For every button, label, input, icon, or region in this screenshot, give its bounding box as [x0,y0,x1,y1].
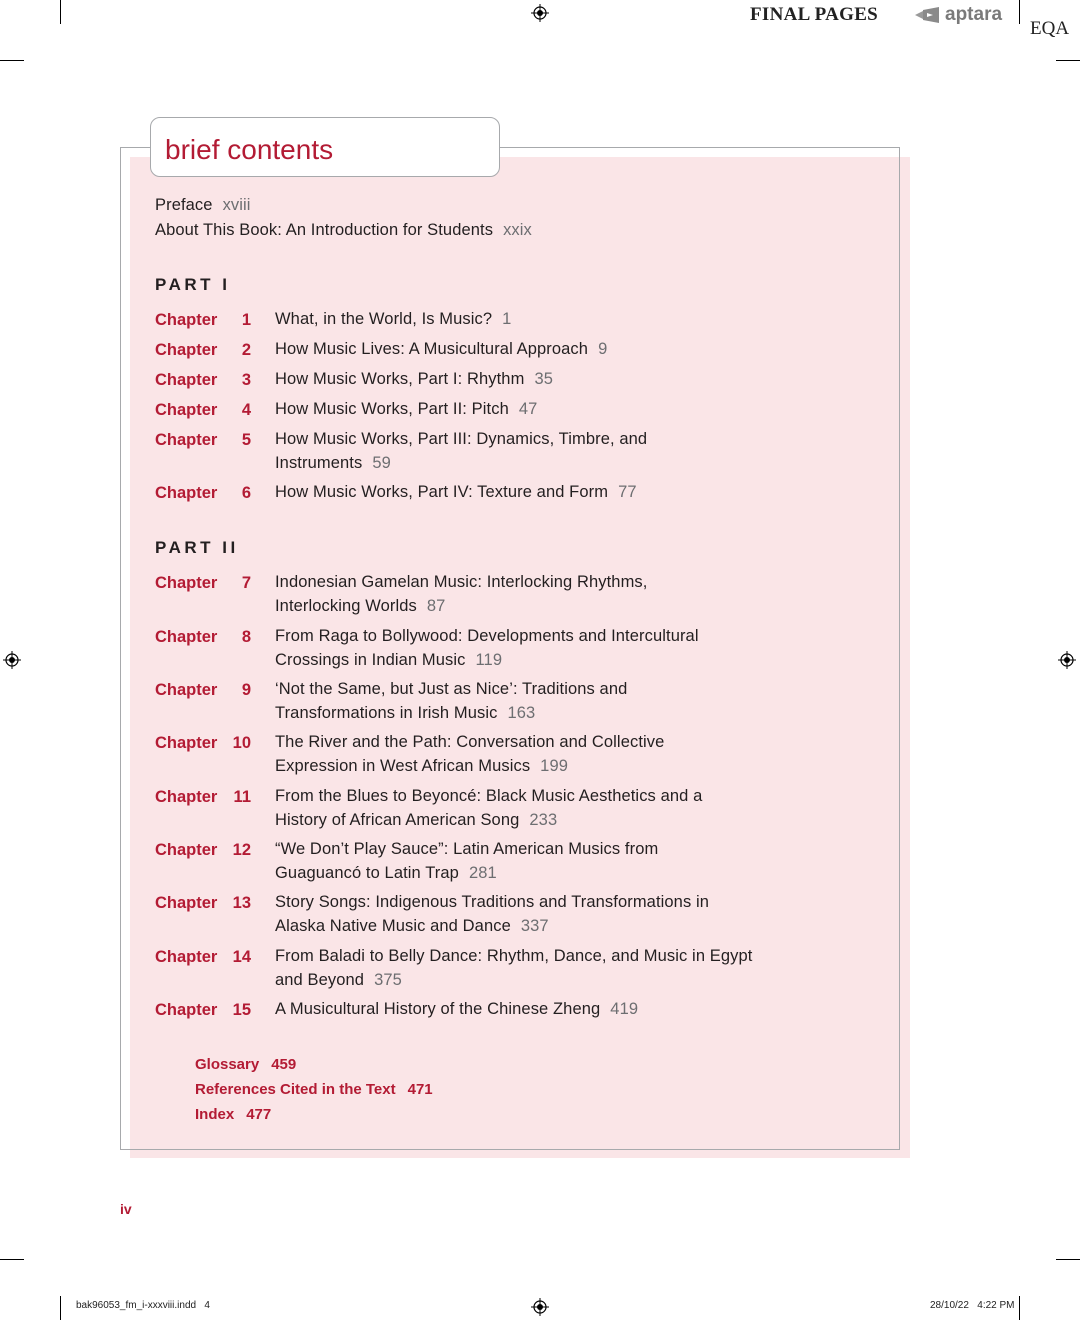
entry-title: Preface [155,196,213,214]
chapter-page: 9 [598,340,608,358]
entry-title: References Cited in the Text [195,1081,396,1098]
slug-date-time: 28/10/22 4:22 PM [930,1300,1015,1311]
page-folio: iv [120,1201,132,1217]
chapter-page: 87 [426,596,446,615]
chapter-title: A Musicultural History of the Chinese Zheng 419 [275,1000,639,1018]
crop-mark [1056,1259,1080,1260]
registration-mark-icon [531,4,549,22]
part-heading: PART I [155,275,231,294]
chapter-page: 77 [618,483,637,501]
page-title: brief contents [165,134,334,165]
crop-mark [0,60,24,61]
chapter-page: 35 [534,370,553,388]
chapter-page: 119 [475,650,503,669]
registration-mark-icon [531,1298,549,1316]
back-matter-entry [195,1081,433,1098]
heading-tab [150,117,500,177]
entry-page: 477 [246,1106,272,1123]
registration-mark-icon [1058,651,1076,669]
entry-title: Index [195,1106,235,1123]
chapter-title: Story Songs: Indigenous Traditions and Transformations in Alaska Native Music and Dance 337 [275,893,710,935]
entry-title: Glossary [195,1056,260,1073]
crop-mark [0,1259,24,1260]
chapter-title: How Music Works, Part I: Rhythm 35 [275,370,553,388]
chapter-title: Indonesian Gamelan Music: Interlocking Rhythms, Interlocking Worlds 87 [275,573,648,615]
front-matter-entry [155,221,532,240]
chapter-page: 419 [610,1000,639,1018]
front-matter-entry [155,196,251,215]
chapter-page: 163 [507,703,536,722]
crop-mark [1056,60,1080,61]
chapter-title: From Baladi to Belly Dance: Rhythm, Dance, and Music in Egypt and Beyond 375 [275,947,753,989]
back-matter-entry [195,1106,271,1123]
chapter-title: How Music Lives: A Musicultural Approach 9 [275,340,608,358]
entry-page: xxix [503,221,532,239]
aptara-logo-text: aptara [945,4,1003,25]
chapter-page: 281 [468,863,497,882]
chapter-title: How Music Works, Part IV: Texture and Form 77 [275,483,637,501]
chapter-page: 199 [540,756,569,775]
crop-mark [60,0,61,24]
eqa-label: EQA [1030,18,1070,39]
entry-page: 471 [407,1081,433,1098]
chapter-page: 233 [529,810,558,829]
chapter-title: From the Blues to Beyoncé: Black Music Aesthetics and a History of African American Song 233 [275,787,703,829]
chapter-title: What, in the World, Is Music? 1 [275,310,512,328]
final-pages-label: FINAL PAGES [750,4,879,25]
slug-file-name: bak96053_fm_i-xxxviii.indd 4 [76,1300,210,1311]
entry-title: About This Book: An Introduction for Students [155,221,494,239]
chapter-page: 47 [518,400,538,418]
chapter-page: 59 [372,453,391,472]
crop-mark [1019,1296,1020,1320]
crop-mark [60,1296,61,1320]
entry-page: xviii [222,196,251,214]
chapter-title: How Music Works, Part II: Pitch 47 [275,400,538,418]
chapter-page: 1 [502,310,512,328]
chapter-page: 337 [520,916,549,935]
aptara-logo-icon [913,7,941,23]
entry-page: 459 [271,1056,297,1073]
chapter-title: “We Don’t Play Sauce”: Latin American Musics from Guaguancó to Latin Trap 281 [275,840,659,882]
chapter-title: From Raga to Bollywood: Developments and Intercultural Crossings in Indian Music 119 [275,627,699,669]
aptara-logo [913,4,1002,26]
chapter-title: The River and the Path: Conversation and Collective Expression in West African Musics 199 [275,733,665,775]
crop-mark [1019,0,1020,24]
chapter-page: 375 [374,970,402,989]
chapter-title: ‘Not the Same, but Just as Nice’: Traditions and Transformations in Irish Music 163 [275,680,628,722]
part-heading: PART II [155,538,239,557]
chapter-title: How Music Works, Part III: Dynamics, Timbre, and Instruments 59 [275,430,648,472]
back-matter-entry [195,1056,296,1073]
registration-mark-icon [3,651,21,669]
